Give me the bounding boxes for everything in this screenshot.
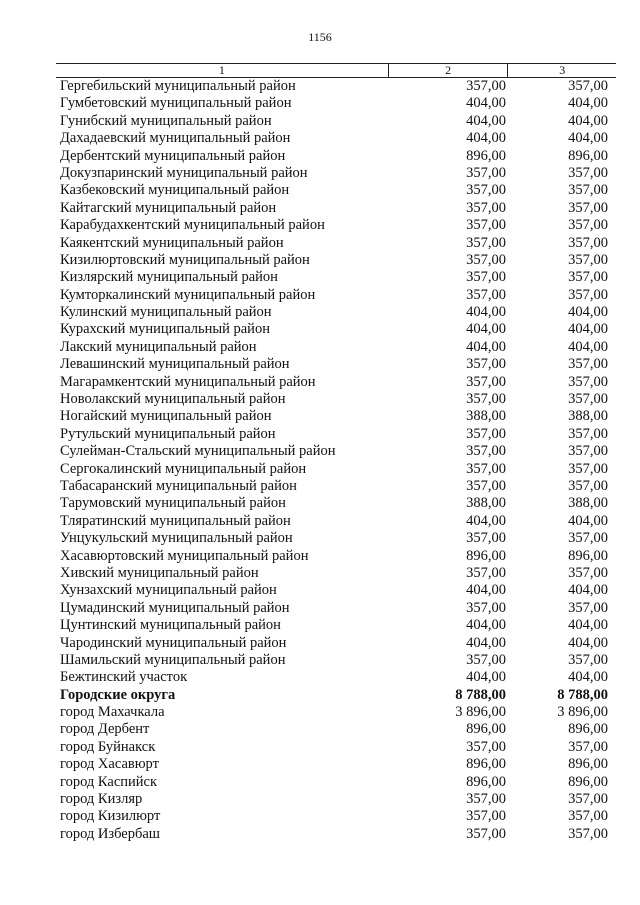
row-value-col2: 388,00 — [466, 495, 506, 512]
row-value-col2: 404,00 — [466, 512, 506, 529]
row-value-col3: 357,00 — [568, 269, 608, 286]
row-value-col2: 357,00 — [466, 791, 506, 808]
table-row — [56, 513, 616, 530]
row-value-col3: 404,00 — [568, 95, 608, 112]
row-name: Сулейман-Стальский муниципальный район — [60, 443, 336, 460]
row-value-col3: 357,00 — [568, 217, 608, 234]
row-name: город Буйнакск — [60, 738, 156, 755]
row-value-col3: 404,00 — [568, 338, 608, 355]
table-body — [56, 78, 616, 843]
row-value-col3: 357,00 — [568, 164, 608, 181]
table-row — [56, 374, 616, 391]
row-name: Хунзахский муниципальный район — [60, 582, 277, 599]
table-row — [56, 356, 616, 373]
row-name: город Хасавюрт — [60, 756, 159, 773]
row-value-col3: 357,00 — [568, 182, 608, 199]
row-value-col3: 357,00 — [568, 443, 608, 460]
row-value-col2: 896,00 — [466, 756, 506, 773]
row-value-col3: 357,00 — [568, 425, 608, 442]
table-row — [56, 721, 616, 738]
row-value-col3: 357,00 — [568, 373, 608, 390]
row-value-col2: 404,00 — [466, 95, 506, 112]
row-value-col2: 357,00 — [466, 808, 506, 825]
table-row — [56, 582, 616, 599]
row-name: Докузпаринский муниципальный район — [60, 164, 308, 181]
row-value-col2: 404,00 — [466, 634, 506, 651]
row-value-col2: 357,00 — [466, 251, 506, 268]
row-value-col3: 357,00 — [568, 530, 608, 547]
table-row — [56, 130, 616, 147]
table-row — [56, 95, 616, 112]
table-row — [56, 774, 616, 791]
row-value-col2: 357,00 — [466, 182, 506, 199]
row-value-col3: 404,00 — [568, 669, 608, 686]
row-name: Хивский муниципальный район — [60, 564, 259, 581]
row-name: Табасаранский муниципальный район — [60, 477, 297, 494]
row-value-col2: 896,00 — [466, 773, 506, 790]
row-name: Кизилюртовский муниципальный район — [60, 251, 310, 268]
row-value-col2: 404,00 — [466, 130, 506, 147]
row-value-col3: 404,00 — [568, 112, 608, 129]
row-name: Дербентский муниципальный район — [60, 147, 286, 164]
row-value-col2: 357,00 — [466, 164, 506, 181]
row-name: Гергебильский муниципальный район — [60, 78, 296, 94]
row-value-col3: 357,00 — [568, 251, 608, 268]
table-row — [56, 200, 616, 217]
row-name: Хасавюртовский муниципальный район — [60, 547, 309, 564]
row-value-col2: 404,00 — [466, 617, 506, 634]
table-row — [56, 443, 616, 460]
table-row — [56, 669, 616, 686]
table-row — [56, 339, 616, 356]
row-name: Лакский муниципальный район — [60, 338, 257, 355]
table-row — [56, 426, 616, 443]
row-value-col2: 357,00 — [466, 78, 506, 94]
table-row — [56, 687, 616, 704]
table-row — [56, 304, 616, 321]
row-value-col3: 357,00 — [568, 460, 608, 477]
row-name: Дахадаевский муниципальный район — [60, 130, 291, 147]
row-value-col3: 357,00 — [568, 356, 608, 373]
row-value-col3: 404,00 — [568, 304, 608, 321]
row-value-col3: 357,00 — [568, 477, 608, 494]
row-value-col2: 357,00 — [466, 460, 506, 477]
row-value-col3: 3 896,00 — [557, 704, 608, 721]
row-value-col2: 896,00 — [466, 547, 506, 564]
row-name: Курахский муниципальный район — [60, 321, 270, 338]
row-name: Чародинский муниципальный район — [60, 634, 287, 651]
table-row — [56, 548, 616, 565]
table-row — [56, 635, 616, 652]
row-name: Каякентский муниципальный район — [60, 234, 284, 251]
row-value-col2: 404,00 — [466, 582, 506, 599]
row-value-col3: 388,00 — [568, 408, 608, 425]
row-name: Шамильский муниципальный район — [60, 651, 286, 668]
row-value-col3: 8 788,00 — [557, 686, 608, 703]
table-row — [56, 652, 616, 669]
row-value-col2: 357,00 — [466, 356, 506, 373]
row-value-col2: 388,00 — [466, 408, 506, 425]
row-name: Ногайский муниципальный район — [60, 408, 272, 425]
table-row — [56, 756, 616, 773]
row-value-col2: 357,00 — [466, 530, 506, 547]
row-value-col3: 404,00 — [568, 512, 608, 529]
row-value-col2: 357,00 — [466, 373, 506, 390]
row-value-col2: 3 896,00 — [455, 704, 506, 721]
table-row — [56, 182, 616, 199]
page-number: 1156 — [308, 30, 332, 44]
row-name: Левашинский муниципальный район — [60, 356, 290, 373]
row-value-col2: 8 788,00 — [455, 686, 506, 703]
table-row — [56, 78, 616, 95]
row-value-col3: 357,00 — [568, 391, 608, 408]
row-value-col2: 404,00 — [466, 321, 506, 338]
column-header-2: 2 — [388, 64, 508, 77]
row-value-col3: 404,00 — [568, 617, 608, 634]
row-name: Тляратинский муниципальный район — [60, 512, 291, 529]
table-row — [56, 217, 616, 234]
row-value-col3: 357,00 — [568, 564, 608, 581]
row-name: Кизлярский муниципальный район — [60, 269, 278, 286]
row-value-col2: 357,00 — [466, 269, 506, 286]
row-value-col2: 404,00 — [466, 669, 506, 686]
row-value-col3: 388,00 — [568, 495, 608, 512]
table-row — [56, 600, 616, 617]
table-row — [56, 148, 616, 165]
row-value-col2: 357,00 — [466, 599, 506, 616]
row-name: город Кизилюрт — [60, 808, 161, 825]
row-value-col2: 357,00 — [466, 477, 506, 494]
row-value-col2: 357,00 — [466, 738, 506, 755]
table-row — [56, 252, 616, 269]
row-name: Гунибский муниципальный район — [60, 112, 272, 129]
table-row — [56, 739, 616, 756]
row-name: Кайтагский муниципальный район — [60, 199, 277, 216]
table-row — [56, 704, 616, 721]
row-name: Казбековский муниципальный район — [60, 182, 290, 199]
table-row — [56, 269, 616, 286]
row-value-col3: 357,00 — [568, 651, 608, 668]
row-value-col2: 404,00 — [466, 304, 506, 321]
row-name: Кумторкалинский муниципальный район — [60, 286, 316, 303]
column-header-3: 3 — [507, 64, 616, 77]
table-row — [56, 235, 616, 252]
table-row — [56, 113, 616, 130]
row-value-col3: 357,00 — [568, 825, 608, 842]
table-row — [56, 617, 616, 634]
row-value-col3: 357,00 — [568, 286, 608, 303]
row-name: Карабудахкентский муниципальный район — [60, 217, 325, 234]
row-value-col3: 357,00 — [568, 738, 608, 755]
row-name: Кулинский муниципальный район — [60, 304, 272, 321]
row-name: Бежтинский участок — [60, 669, 188, 686]
row-value-col3: 357,00 — [568, 791, 608, 808]
row-value-col2: 357,00 — [466, 391, 506, 408]
row-value-col2: 896,00 — [466, 721, 506, 738]
row-value-col3: 357,00 — [568, 78, 608, 94]
row-name: Магарамкентский муниципальный район — [60, 373, 316, 390]
row-value-col3: 357,00 — [568, 808, 608, 825]
row-name: Новолакский муниципальный район — [60, 391, 286, 408]
table-row — [56, 495, 616, 512]
row-name: город Избербаш — [60, 825, 160, 842]
row-value-col3: 404,00 — [568, 582, 608, 599]
row-value-col3: 357,00 — [568, 199, 608, 216]
row-value-col3: 896,00 — [568, 721, 608, 738]
table-row — [56, 826, 616, 843]
row-value-col3: 896,00 — [568, 756, 608, 773]
row-value-col3: 896,00 — [568, 547, 608, 564]
table-row — [56, 530, 616, 547]
row-value-col2: 357,00 — [466, 425, 506, 442]
row-value-col2: 357,00 — [466, 217, 506, 234]
row-value-col2: 357,00 — [466, 564, 506, 581]
table-row — [56, 478, 616, 495]
row-value-col3: 357,00 — [568, 599, 608, 616]
row-value-col2: 357,00 — [466, 234, 506, 251]
table-row — [56, 408, 616, 425]
row-name: Цумадинский муниципальный район — [60, 599, 290, 616]
row-value-col2: 357,00 — [466, 825, 506, 842]
row-name: Тарумовский муниципальный район — [60, 495, 286, 512]
table-row — [56, 321, 616, 338]
table-row — [56, 461, 616, 478]
table-row — [56, 808, 616, 825]
row-value-col3: 357,00 — [568, 234, 608, 251]
row-value-col2: 357,00 — [466, 443, 506, 460]
row-name: Городские округа — [60, 686, 176, 703]
row-value-col3: 896,00 — [568, 147, 608, 164]
table-row — [56, 287, 616, 304]
row-name: Гумбетовский муниципальный район — [60, 95, 292, 112]
row-value-col2: 404,00 — [466, 338, 506, 355]
row-value-col2: 357,00 — [466, 651, 506, 668]
table-header — [56, 63, 616, 78]
row-value-col2: 357,00 — [466, 199, 506, 216]
row-value-col3: 404,00 — [568, 634, 608, 651]
row-value-col3: 404,00 — [568, 130, 608, 147]
row-name: город Кизляр — [60, 791, 143, 808]
row-name: город Махачкала — [60, 704, 165, 721]
row-name: город Дербент — [60, 721, 150, 738]
column-header-1: 1 — [218, 63, 225, 77]
row-name: Унцукульский муниципальный район — [60, 530, 293, 547]
row-value-col2: 357,00 — [466, 286, 506, 303]
row-name: Сергокалинский муниципальный район — [60, 460, 307, 477]
row-value-col3: 404,00 — [568, 321, 608, 338]
budget-table — [56, 63, 616, 843]
row-name: город Каспийск — [60, 773, 158, 790]
table-row — [56, 165, 616, 182]
row-name: Цунтинский муниципальный район — [60, 617, 281, 634]
row-value-col2: 404,00 — [466, 112, 506, 129]
table-row — [56, 791, 616, 808]
row-name: Рутульский муниципальный район — [60, 425, 276, 442]
row-value-col2: 896,00 — [466, 147, 506, 164]
table-row — [56, 391, 616, 408]
table-row — [56, 565, 616, 582]
row-value-col3: 896,00 — [568, 773, 608, 790]
